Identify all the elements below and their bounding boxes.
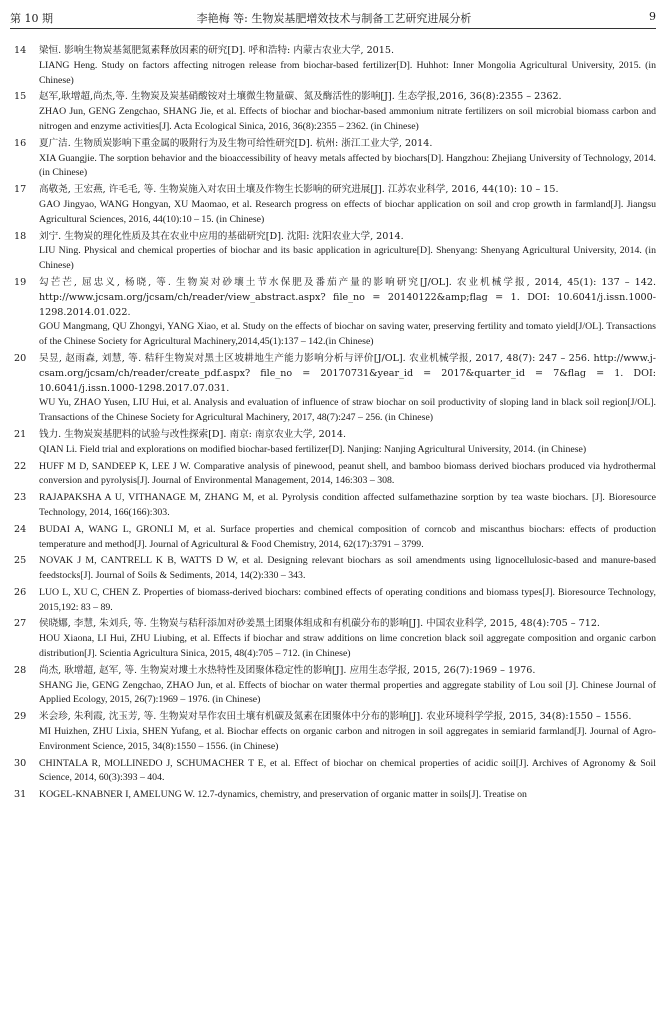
reference-number: 24 [14,523,27,535]
reference-text: 米会珍, 朱利霞, 沈玉芳, 等. 生物炭对旱作农田土壤有机碳及氮素在团聚体中分布的影响[J]. 农业环境科学学报, 2015, 34(8):1550 – 1556. [39,711,632,723]
reference-entry [8,460,656,490]
reference-number: 15 [14,91,27,103]
reference-number: 20 [14,352,27,364]
reference-text: HUFF M D, SANDEEP K, LEE J W. Comparative analysis of pinewood, peanut shell, and bamboo biomass derived biochars produced via hydrothermal conversion and pyrolysis[J]. Journal of Environmental Management, 2014, 146:303 – 308. [39,460,656,487]
reference-entry [8,554,656,584]
reference-text: HOU Xiaona, LI Hui, ZHU Liubing, et al. Effects if biochar and straw additions on lime concretion black soil aggregate composition and organic carbon distribution[J]. Scientia Agricultura Sinica, 2015, 48(4):705 – 712. (in Chinese) [39,633,656,660]
reference-number: 27 [14,618,27,630]
reference-text: 梁恒. 影响生物炭基氮肥氮素释放因素的研究[D]. 呼和浩特: 内蒙古农业大学, 2015. [39,45,395,56]
reference-text: RAJAPAKSHA A U, VITHANAGE M, ZHANG M, et al. Pyrolysis condition affected sulfamethazine sorption by tea waste biochars. [J]. Bioresource Technology, 2014, 166(166):303. [39,492,656,518]
reference-entry [8,276,656,350]
reference-text: LIU Ning. Physical and chemical properties of biochar and its basic application in agriculture[D]. Shenyang: Shenyang Agricultural University, 2014. (in Chinese) [39,245,656,272]
reference-number: 30 [14,757,27,769]
reference-entry [8,491,656,521]
header-rule [10,28,656,29]
reference-entry [8,664,656,708]
reference-text: MI Huizhen, ZHU Lixia, SHEN Yufang, et al. Biochar effects on organic carbon and nitrogen in soil aggregates in semiarid farmland[J]. Journal of Agro-Environment Science, 2015, 34(8):1550 – 1556. (in Chinese) [39,726,656,752]
page-header [0,0,668,26]
reference-number: 21 [14,428,27,440]
reference-text: CHINTALA R, MOLLINEDO J, SCHUMACHER T E, et al. Effect of biochar on chemical properties of acidic soil[J]. Archives of Agronomy & Soil Science, 2014, 60(3):393 – 404. [39,757,656,784]
reference-entry [8,90,656,134]
reference-entry [8,523,656,553]
reference-text: QIAN Li. Field trial and explorations on modified biochar-based fertilizer[D]. Nanjing: Nanjing Agricultural University, 2014. (in Chinese) [39,443,587,455]
running-title: 李艳梅 等: 生物炭基肥增效技术与制备工艺研究进展分析 [196,12,472,25]
reference-text: ZHAO Jun, GENG Zengchao, SHANG Jie, et al. Effects of biochar and biochar-based ammonium nitrate fertilizers on soil microbial biomass carbon and nitrogen and enzyme activities[J]. Acta Ecological Sinica, 2016, 36(8):2355 – 2362. (in Chinese) [39,106,656,132]
reference-text: KOGEL-KNABNER I, AMELUNG W. 12.7-dynamics, chemistry, and preservation of organic matter in soils[J]. Treatise on [39,789,527,801]
reference-number: 28 [14,664,27,676]
reference-text: XIA Guangjie. The sorption behavior and the bioaccessibility of heavy metals affected by biochars[D]. Hangzhou: Zhejiang University of Technology, 2014. (in Chinese) [39,152,656,179]
reference-text: NOVAK J M, CANTRELL K B, WATTS D W, et al. Designing relevant biochars as soil amendments using lignocellulosic-based and manure-based feedstocks[J]. Journal of Soils & Sediments, 2014, 14(2):330 – 343. [39,555,656,582]
reference-text: GAO Jingyao, WANG Hongyan, XU Maomao, et al. Research progress on effects of biochar application on soil and crop growth in farmland[J]. Jiangsu Agricultural Sciences, 2016, 44(10):10 – 15. (in Chinese) [39,198,656,225]
reference-text: GOU Mangmang, QU Zhongyi, YANG Xiao, et al. Study on the effects of biochar on saving water, preserving fertility and tomato yield[J/OL]. Transactions of the Chinese Society for Agricultural Machinery,2014,45(1):137 – 142.(in Chinese) [39,321,656,348]
reference-text: 勾芒芒, 屈忠义, 杨晓, 等. 生物炭对砂壤土节水保肥及番茄产量的影响研究[J/OL]. 农业机械学报, 2014, 45(1): 137 – 142. http://www.jcsam.org/jcsam/ch/reader/view_abstract.aspx? file_no = 20140122&amp;flag = 1. DOI: 10.6041/j.issn.1000-1298.2014.01.022. [39,276,656,318]
page-number: 9 [649,10,656,23]
reference-entry [8,352,656,426]
reference-entry [8,757,656,787]
reference-number: 25 [14,555,27,567]
reference-list [8,44,656,805]
issue-label: 第 10 期 [10,12,53,25]
reference-number: 16 [14,137,27,149]
reference-entry [8,617,656,661]
reference-entry [8,710,656,754]
reference-text: 侯晓娜, 李慧, 朱刘兵, 等. 生物炭与秸秆添加对砂姜黑土团聚体组成和有机碳分布的影响[J]. 中国农业科学, 2015, 48(4):705 – 712. [39,618,600,630]
reference-number: 22 [14,460,27,472]
reference-number: 18 [14,230,27,242]
reference-text: 夏广洁. 生物质炭影响下重金属的吸附行为及生物可给性研究[D]. 杭州: 浙江工业大学, 2014. [39,137,433,149]
reference-text: LUO L, XU C, CHEN Z. Properties of biomass-derived biochars: combined effects of operating conditions and biomass types[J]. Bioresource Technology, 2015,192: 83 – 89. [39,586,656,613]
reference-text: 赵军,耿增超,尚杰,等. 生物炭及炭基硝酸铵对土壤微生物量碳、氮及酶活性的影响[J]. 生态学报,2016, 36(8):2355 – 2362. [39,91,562,103]
reference-text: 刘宁. 生物炭的理化性质及其在农业中应用的基础研究[D]. 沈阳: 沈阳农业大学, 2014. [39,230,404,242]
reference-number: 26 [14,586,27,598]
reference-text: SHANG Jie, GENG Zengchao, ZHAO Jun, et al. Effects of biochar on water thermal properties and aggregate stability of Lou soil [J]. Chinese Journal of Applied Ecology, 2015, 26(7):1969 – 1976. (in Chinese) [39,679,656,706]
reference-number: 31 [14,789,27,801]
reference-text: 钱力. 生物炭炭基肥料的试验与改性探索[D]. 南京: 南京农业大学, 2014. [39,428,347,440]
reference-text: 高敬尧, 王宏燕, 许毛毛, 等. 生物炭施入对农田土壤及作物生长影响的研究进展[J]. 江苏农业科学, 2016, 44(10): 10 – 15. [39,184,559,196]
reference-entry [8,586,656,616]
reference-entry [8,428,656,458]
reference-number: 29 [14,711,27,723]
reference-number: 19 [14,276,27,288]
reference-entry [8,137,656,181]
reference-entry [8,230,656,274]
reference-number: 23 [14,492,27,504]
reference-text: LIANG Heng. Study on factors affecting nitrogen release from biochar-based fertilizer[D]. Huhhot: Inner Mongolia Agricultural University, 2015. (in Chinese) [39,59,656,86]
reference-entry [8,788,656,803]
reference-text: BUDAI A, WANG L, GRONLI M, et al. Surface properties and chemical composition of corncob and miscanthus biochars: effects of production temperature and method[J]. Journal of Agricultural & Food Chemistry, 2014, 62(17):3791 – 3799. [39,523,656,550]
reference-text: 吴昱, 赵雨森, 刘慧, 等. 秸秆生物炭对黑土区坡耕地生产能力影响分析与评价[J/OL]. 农业机械学报, 2017, 48(7): 247 – 256. http://www.j-csam.org/jcsam/ch/reader/create_pdf.aspx? file_no = 20170731&year_id = 2017&quarter_id = 7&flag = 1. DOI: 10.6041/j.issn.1000-1298.2017.07.031. [39,352,656,394]
reference-number: 14 [14,45,27,56]
reference-number: 17 [14,184,27,196]
reference-entry [8,183,656,227]
reference-text: 尚杰, 耿增超, 赵军, 等. 生物炭对塿土水热特性及团聚体稳定性的影响[J]. 应用生态学报, 2015, 26(7):1969 – 1976. [39,664,536,676]
reference-entry [8,44,656,88]
reference-text: WU Yu, ZHAO Yusen, LIU Hui, et al. Analysis and evaluation of influence of straw biochar on soil productivity of sloping land in black soil region[J/OL]. Transactions of the Chinese Society for Agricultural Machinery, 2017, 48(7):247 – 256. (in Chinese) [39,397,656,424]
